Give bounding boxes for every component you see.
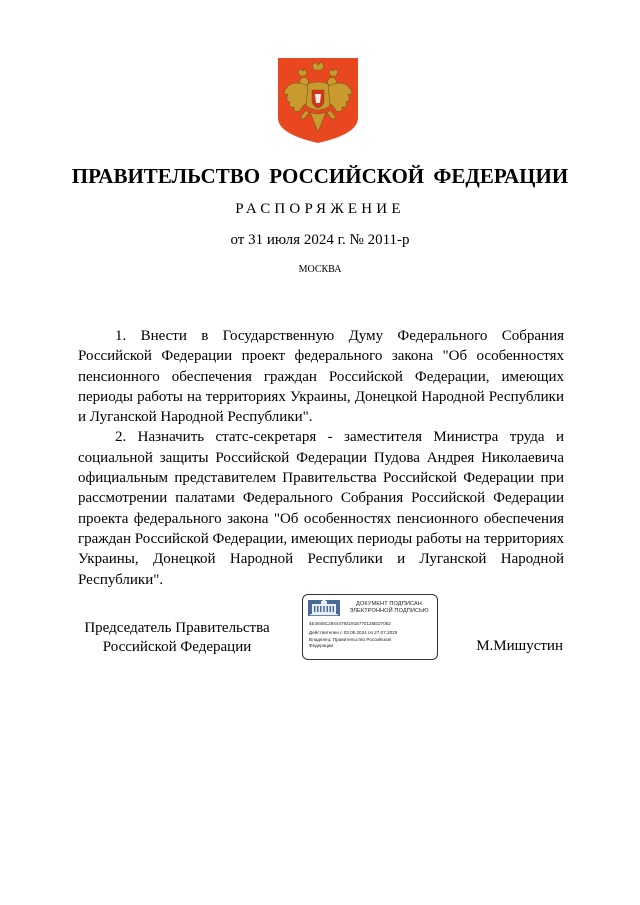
stamp-certificate-serial: 4E4848C284447931918770126ED7062 bbox=[309, 621, 391, 626]
document-city: МОСКВА bbox=[298, 264, 342, 275]
government-title: ПРАВИТЕЛЬСТВО РОССИЙСКОЙ ФЕДЕРАЦИИ bbox=[71, 164, 569, 188]
stamp-owner-line-2: Федерации bbox=[309, 642, 334, 648]
stamp-header-line-2: ЭЛЕКТРОННОЙ ПОДПИСЬЮ bbox=[349, 608, 429, 614]
document-type: РАСПОРЯЖЕНИЕ bbox=[235, 201, 405, 217]
government-building-icon bbox=[308, 600, 340, 616]
document-body bbox=[78, 326, 564, 590]
paragraph-2: 2. Назначить статс-секретаря - заместителя Министра труда и социальной защиты Российской Федерации Пудова Андрея Николаевича официальным представителем Правительства Российской Федерации при рассмотрении палатами Федерального Собрания Российской Федерации проекта федерального закона "Об особенностях пенсионного обеспечения граждан Российской Федерации, имеющих периоды работы на территориях Украины, Донецкой Народной Республики и Луганской Народной Республики". bbox=[78, 429, 564, 588]
stamp-owner-line-1: Владелец: Правительство Российской bbox=[309, 637, 391, 642]
signer-position-line-1: Председатель Правительства bbox=[84, 620, 270, 636]
electronic-signature-stamp bbox=[302, 594, 438, 660]
stamp-header-line-1: ДОКУМЕНТ ПОДПИСАН bbox=[356, 601, 422, 607]
paragraph-1: 1. Внести в Государственную Думу Федерального Собрания Российской Федерации проект федерального закона "Об особенностях пенсионного обеспечения граждан Российской Федерации, имеющих периоды работы на территориях Украины, Донецкой Народной Республики и Луганской Народной Республики". bbox=[78, 328, 564, 426]
stamp-owner bbox=[309, 637, 391, 648]
signer-position bbox=[77, 619, 277, 657]
stamp-header bbox=[341, 601, 437, 615]
russian-coat-of-arms-icon bbox=[276, 56, 360, 144]
stamp-validity: Действителен с 03.05.2024 по 27.07.2025 bbox=[309, 630, 398, 635]
signer-name: М.Мишустин bbox=[476, 638, 563, 654]
signer-position-line-2: Российской Федерации bbox=[102, 639, 252, 655]
document-date-number: от 31 июля 2024 г. № 2011-р bbox=[230, 232, 410, 248]
